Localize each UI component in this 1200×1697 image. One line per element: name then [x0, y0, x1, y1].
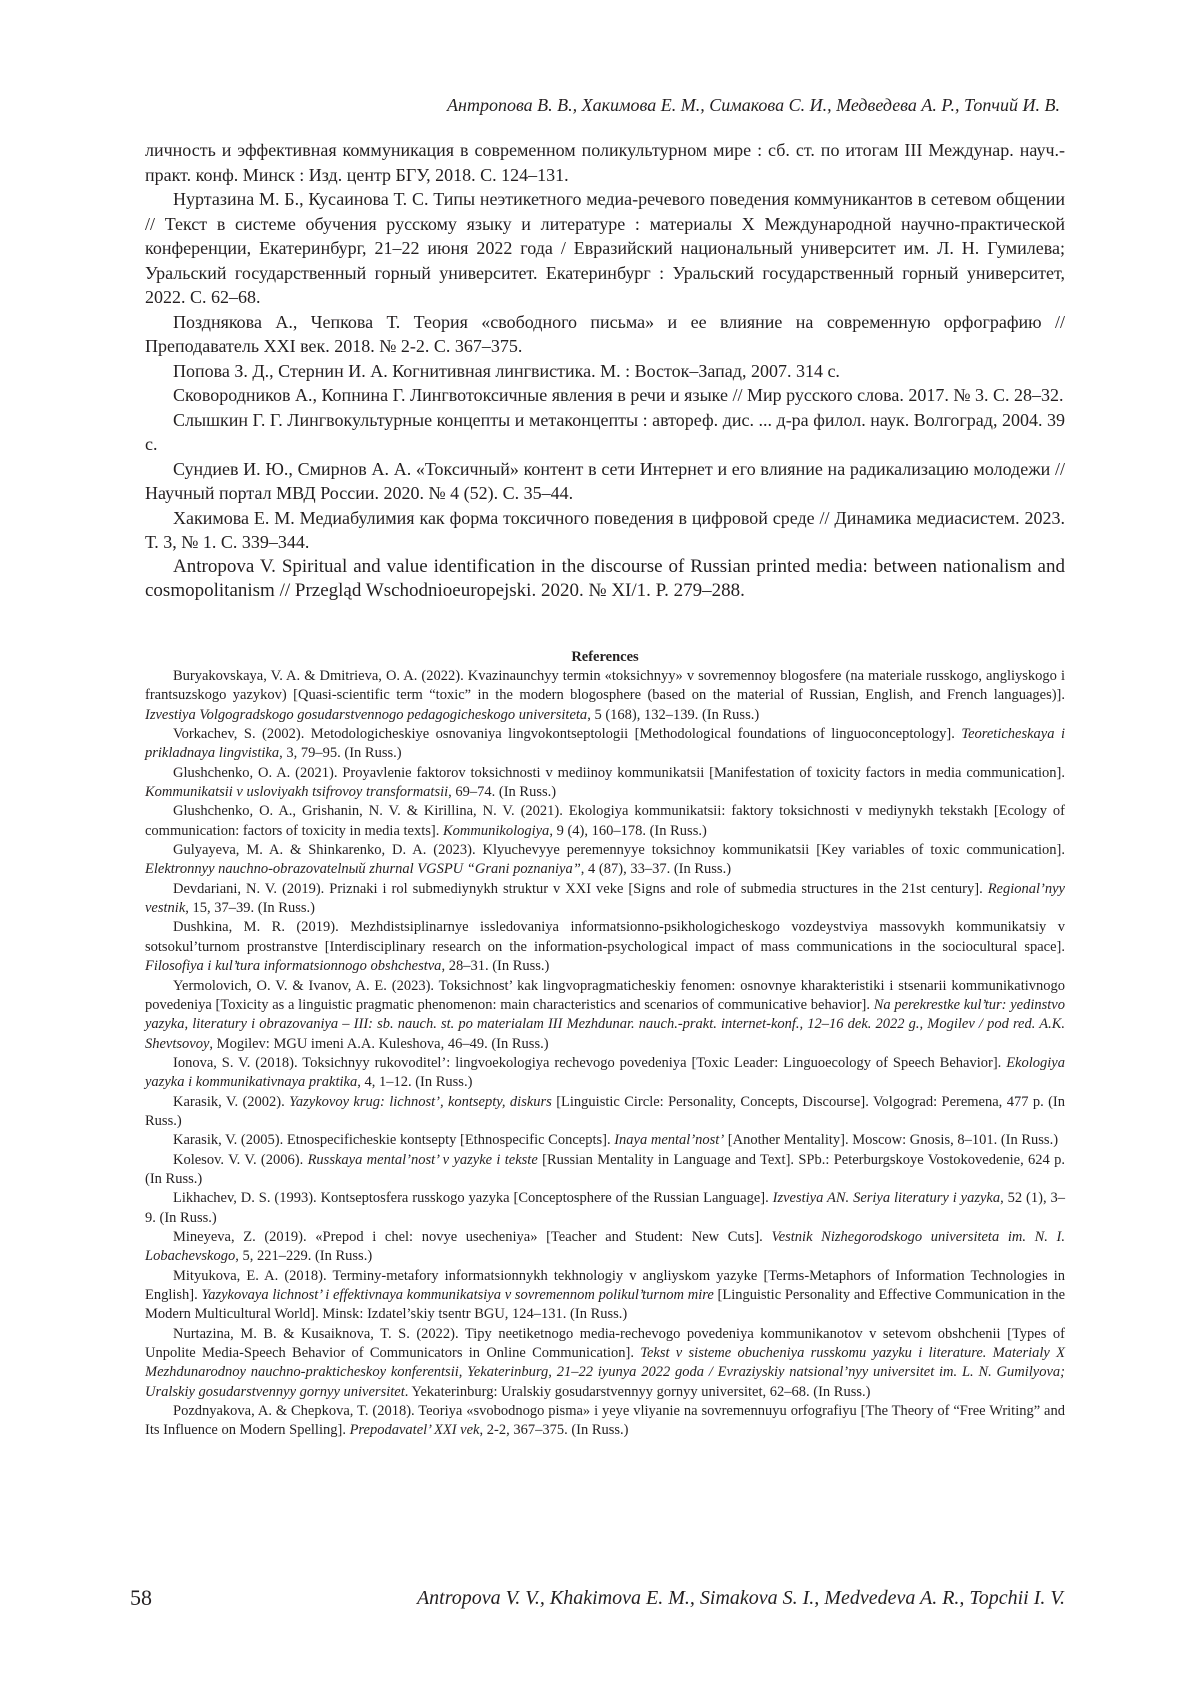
reference-entry: Сундиев И. Ю., Смирнов А. А. «Токсичный» контент в сети Интернет и его влияние на радикализацию молодежи // Научный портал МВД России. 2020. № 4 (52). С. 35–44. — [145, 458, 1065, 503]
reference-source: Teoreticheskaya i prikladnaya lingvistika — [145, 726, 1065, 762]
reference-text: Vorkachev, S. (2002). Metodologicheskiye osnovaniya lingvokontseptologii [Methodological foundations of linguoconceptology]. — [173, 726, 962, 743]
reference-text: , Mogilev: MGU imeni A.A. Kuleshova, 46–49. (In Russ.) — [209, 1035, 549, 1052]
reference-source: Inaya mental’nost’ — [614, 1132, 725, 1149]
reference-entry: Нуртазина М. Б., Кусаинова Т. С. Типы неэтикетного медиа-речевого поведения коммуникантов в сетевом общении // Текст в системе обучения русскому языку и литературе : материалы X Международной научно-практической конференции, Екатеринбург, 21–22 июня 2022 года / Евразийский национальный университет им. Л. Н. Гумилева; Уральский государственный горный университет. Екатеринбург : Уральский государственный горный университет, 2022. С. 62–68. — [145, 189, 1065, 307]
reference-text: , 2-2, 367–375. (In Russ.) — [479, 1422, 629, 1439]
reference-text: Yermolovich, O. V. & Ivanov, A. E. (2023). Toksichnost’ kak lingvopragmaticheskiy fenomen: osnovnye kharakteristiki i stsenarii kommunikativnogo povedeniya [Toxicity as a linguistic pragmatic phenomenon: main characteristics and scenarios of communicative behavior]. — [145, 977, 1065, 1013]
reference-entry: Попова З. Д., Стернин И. А. Когнитивная лингвистика. М. : Восток–Запад, 2007. 314 с. — [173, 360, 840, 381]
references-heading: References — [571, 649, 639, 665]
reference-text: Glushchenko, O. A. (2021). Proyavlenie faktorov toksichnosti v mediinoy kommunikatsii [Manifestation of toxicity factors in media communication]. — [173, 764, 1065, 781]
reference-source: Ekologiya yazyka i kommunikativnaya praktika — [145, 1054, 1065, 1091]
reference-text: . Yekaterinburg: Uralskiy gosudarstvennyy gornyy universitet, 62–68. (In Russ.) — [404, 1383, 871, 1400]
reference-source: Yazykovoy krug: lichnost’, kontsepty, diskurs — [289, 1093, 552, 1110]
reference-item — [145, 802, 1065, 841]
reference-text: Karasik, V. (2002). — [173, 1093, 290, 1110]
reference-text: [Linguistic Circle: Personality, Concepts, Discourse]. Volgograd: Peremena, 477 p. (In Russ.) — [145, 1093, 1065, 1129]
running-foot: Antropova V. V., Khakimova E. M., Simakova S. I., Medvedeva A. R., Topchii I. V. — [416, 1587, 1065, 1609]
reference-item — [145, 918, 1065, 976]
reference-item — [145, 764, 1065, 803]
running-head: Антропова В. В., Хакимова Е. М., Симакова С. И., Медведева А. Р., Топчий И. В. — [447, 95, 1060, 115]
reference-source: Yazykovaya lichnost’ i effektivnaya kommunikatsiya v sovremennom polikul’turnom mire — [201, 1287, 714, 1303]
reference-item — [145, 1151, 1065, 1190]
reference-text: Buryakovskaya, V. A. & Dmitrieva, O. A. (2022). Kvazinaunchyy termin «toksichnyy» v sovremennoy blogosfere (na materiale russkogo, angliyskogo i frantsuzskogo yazykov) [Quasi-scientific term “toxic” in the modern blogosphere (based on the material of Russian, English, and French languages)]. — [145, 668, 1065, 704]
reference-text: , 69–74. (In Russ.) — [448, 784, 557, 801]
reference-source: Izvestiya Volgogradskogo gosudarstvennogo pedagogicheskogo universiteta — [145, 706, 588, 723]
reference-text: , 28–31. (In Russ.) — [441, 958, 550, 975]
reference-source: Russkaya mental’nost’ v yazyke i tekste — [307, 1151, 538, 1168]
reference-text: , 9 (4), 160–178. (In Russ.) — [549, 822, 707, 839]
reference-source: Prepodavatel’ XXI vek — [349, 1422, 480, 1439]
reference-source: Tekst v sisteme obucheniya russkomu yazyku i literature. Materialy X Mezhdunarodnoy nauchno-prakticheskoy konferentsii, Yekaterinburg, 21–22 iyunya 2022 goda / Evraziyskiy natsional’nyy universitet im. L. N. Gumilyova; Uralskiy gosudarstvennyy gornyy universitet — [145, 1345, 1065, 1400]
reference-source: Filosofiya i kul’tura informatsionnogo obshchestva — [145, 958, 442, 975]
reference-item — [145, 1054, 1065, 1093]
reference-text: Dushkina, M. R. (2019). Mezhdistsiplinarnye issledovaniya informatsionno-psikhologicheskogo vozdeystviya massovykh kommunikatsiy v sotsokul’turnom prostranstve [Interdisciplinary research on the information-psychological impact of mass communications in the sociocultural space]. — [145, 919, 1065, 955]
reference-item — [145, 1131, 1065, 1150]
reference-text: , 15, 37–39. (In Russ.) — [185, 900, 315, 917]
reference-text: , 52 (1), 3–9. (In Russ.) — [145, 1190, 1065, 1226]
reference-item — [145, 725, 1065, 764]
reference-entry: Позднякова А., Чепкова Т. Теория «свободного письма» и ее влияние на современную орфографию // Преподаватель XXI век. 2018. № 2-2. С. 367–375. — [145, 311, 1065, 356]
reference-entry: Слышкин Г. Г. Лингвокультурные концепты и метаконцепты : автореф. дис. ... д-ра филол. наук. Волгоград, 2004. 39 с. — [145, 409, 1065, 454]
reference-entry: Хакимова Е. М. Медиабулимия как форма токсичного поведения в цифровой среде // Динамика медиасистем. 2023. Т. 3, № 1. С. 339–344. — [145, 507, 1065, 552]
reference-item — [145, 1228, 1065, 1267]
reference-text: Kolesov. V. V. (2006). — [173, 1151, 308, 1168]
reference-text: , 5 (168), 132–139. (In Russ.) — [587, 706, 760, 723]
reference-source: Regional’nyy vestnik — [145, 880, 1065, 917]
reference-entry: Сковородников А., Копнина Г. Лингвотоксичные явления в речи и языке // Мир русского слова. 2017. № 3. С. 28–32. — [173, 385, 1064, 405]
reference-list-main — [145, 138, 1065, 604]
reference-text: , 3, 79–95. (In Russ.) — [279, 745, 402, 762]
reference-text: Pozdnyakova, A. & Chepkova, T. (2018). Teoriya «svobodnogo pisma» i yeye vliyanie na sovremennuyu orfografiyu [The Theory of “Free Writing” and Its Influence on Modern Spelling]. — [145, 1403, 1065, 1439]
reference-text: Gulyayeva, M. A. & Shinkarenko, D. A. (2023). Klyuchevyye peremennyye toksichnoy kommunikatsii [Key variables of toxic communication]. — [173, 842, 1065, 859]
reference-text: , 4, 1–12. (In Russ.) — [357, 1074, 473, 1091]
reference-text: Likhachev, D. S. (1993). Kontseptosfera russkogo yazyka [Conceptosphere of the Russian Language]. — [173, 1190, 773, 1207]
reference-item — [145, 880, 1065, 919]
reference-text: [Linguistic Personality and Effective Communication in the Modern Multicultural World]. Minsk: Izdatel’skiy tsentr BGU, 124–131. (In Russ.) — [145, 1287, 1066, 1323]
reference-text: Nurtazina, M. B. & Kusaiknova, T. S. (2022). Tipy neetiketnogo media-rechevogo povedeniya kommunikanotov v setevom obshchenii [Types of Unpolite Media-Speech Behavior of Communicators in Online Communication]. — [145, 1325, 1065, 1362]
reference-item — [145, 1189, 1065, 1228]
reference-text: Ionova, S. V. (2018). Toksichnyy rukovoditel’: lingvoekologiya rechevogo povedeniya [Toxic Leader: Linguoecology of Speech Behavior]. — [173, 1054, 1007, 1071]
reference-source: Kommunikologiya — [442, 822, 550, 839]
reference-text: Glushchenko, O. A., Grishanin, N. V. & Kirillina, N. V. (2021). Ekologiya kommunikatsii: faktory toksichnosti v mediynykh tekstakh [Ecology of communication: factors of toxicity in media texts]. — [145, 803, 1065, 839]
reference-source: Elektronnyy nauchno-obrazovatelnый zhurnal VGSPU “Grani poznaniya” — [145, 861, 581, 878]
reference-text: Mineyeva, Z. (2019). «Prepod i chel: novye usecheniya» [Teacher and Student: New Cuts]. — [173, 1228, 772, 1245]
reference-source: Izvestiya AN. Seriya literatury i yazyka — [772, 1190, 1001, 1207]
page-number: 58 — [130, 1585, 152, 1610]
reference-item — [145, 1402, 1065, 1441]
reference-text: , 4 (87), 33–37. (In Russ.) — [580, 861, 732, 878]
reference-text: Devdariani, N. V. (2019). Priznaki i rol submediynykh struktur v XXI veke [Signs and role of submedia structures in the 21st century]. — [173, 880, 988, 897]
reference-item — [145, 1093, 1065, 1132]
reference-source: Na perekrestke kul’tur: yedinstvo yazyka, literatury i obrazovaniya – III: sb. nauch. st. po materialam III Mezhdunar. nauch.-prakt. internet-konf., 12–16 dek. 2022 g., Mogilev / pod red. A.K. Shevtsovoy — [145, 996, 1065, 1052]
reference-item — [145, 977, 1065, 1054]
reference-item — [145, 841, 1065, 880]
reference-text: Karasik, V. (2005). Etnospecificheskie kontsepty [Ethnospecific Concepts]. — [173, 1132, 615, 1149]
reference-item — [145, 1267, 1065, 1325]
reference-text: Mityukova, E. A. (2018). Terminy-metafory informatsionnykh tekhnologiy v angliyskom yazyke [Terms-Metaphors of Information Technologies in English]. — [145, 1267, 1065, 1303]
reference-entry: Antropova V. Spiritual and value identification in the discourse of Russian printed media: between nationalism and cosmopolitanism // Przegląd Wschodnioeuropejski. 2020. № XI/1. P. 279–288. — [145, 555, 1065, 601]
references-transliterated — [145, 667, 1065, 1441]
reference-source: Vestnik Nizhegorodskogo universiteta im. N. I. Lobachevskogo — [145, 1228, 1065, 1265]
reference-item — [145, 1325, 1065, 1402]
reference-text: , 5, 221–229. (In Russ.) — [235, 1248, 373, 1265]
reference-text: [Another Mentality]. Moscow: Gnosis, 8–101. (In Russ.) — [724, 1132, 1059, 1149]
reference-item — [145, 667, 1065, 725]
reference-entry: личность и эффективная коммуникация в современном поликультурном мире : сб. ст. по итогам III Междунар. науч.-практ. конф. Минск : Изд. центр БГУ, 2018. С. 124–131. — [145, 140, 1065, 185]
reference-text: [Russian Mentality in Language and Text]. SPb.: Peterburgskoye Vostokovedenie, 624 p. (In Russ.) — [145, 1151, 1066, 1187]
reference-source: Kommunikatsii v usloviyakh tsifrovoy transformatsii — [145, 784, 449, 801]
